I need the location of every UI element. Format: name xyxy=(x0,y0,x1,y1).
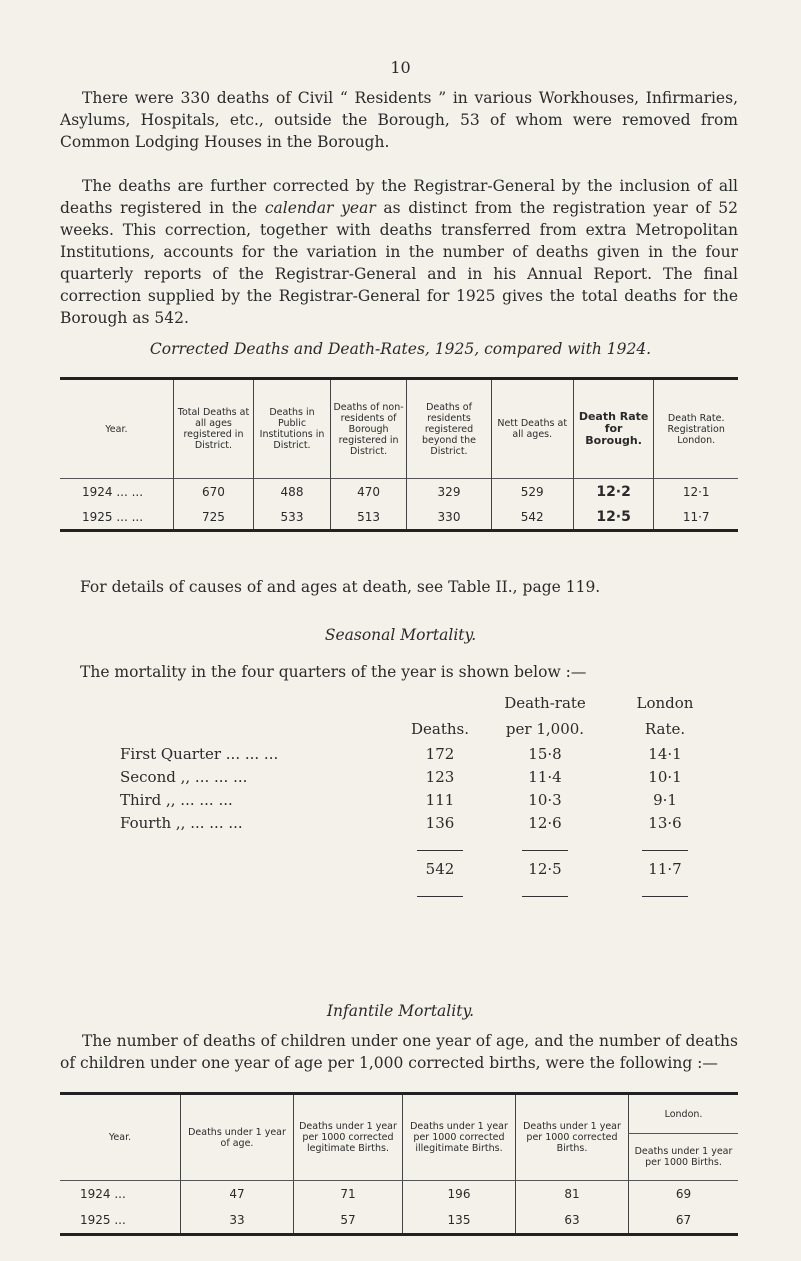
header-death-rate: Death-rate xyxy=(504,694,586,712)
seasonal-intro: The mortality in the four quarters of the year is shown below :— xyxy=(80,663,587,681)
cell-legitimate: 71 xyxy=(294,1181,403,1208)
cell-corrected: 63 xyxy=(516,1207,629,1235)
col-header-residents-beyond: Deaths of residents registered beyond the District. xyxy=(407,379,491,479)
cell-beyond: 330 xyxy=(407,504,491,531)
paragraph-residents: There were 330 deaths of Civil “ Residents ” in various Workhouses, Infirmaries, Asylums, Hospitals, etc., outside the Borough, 53 of whom were removed from Common Lodging Houses in the Borough. xyxy=(60,89,738,151)
cell-under1: 33 xyxy=(181,1207,294,1235)
details-note: For details of causes of and ages at death, see Table II., page 119. xyxy=(80,578,601,596)
cell-beyond: 329 xyxy=(407,479,491,505)
list-item xyxy=(120,788,715,811)
list-item xyxy=(120,765,715,788)
table1-title: Corrected Deaths and Death-Rates, 1925, compared with 1924. xyxy=(149,340,652,358)
cell-nonres: 470 xyxy=(330,479,407,505)
table-row xyxy=(60,479,738,505)
cell-year: 1924 ... xyxy=(80,1187,126,1201)
paragraph-corrections-part2: as distinct from the registration year of 52 weeks. This correction, together with deaths transferred from extra Metropolitan Institutions, accounts for the variation in the number of deaths given in the four quarterly reports of the Registrar-General and in his Annual Report. The final correction supplied by the Registrar-General for 1925 gives the total deaths for the Borough as 542. xyxy=(60,199,738,327)
quarter-london: 13·6 xyxy=(648,813,682,832)
col-header-london: London. xyxy=(629,1094,739,1134)
cell-nonres: 513 xyxy=(330,504,407,531)
death-rates-table xyxy=(60,377,738,532)
col-header-under1: Deaths under 1 year of age. xyxy=(181,1094,294,1181)
rule-line xyxy=(522,896,568,897)
total-rule-row xyxy=(120,880,715,903)
total-rate: 12·5 xyxy=(528,859,562,878)
table-row xyxy=(60,504,738,531)
quarter-deaths: 172 xyxy=(425,744,455,763)
quarter-london: 10·1 xyxy=(648,767,682,786)
cell-london: 12·1 xyxy=(654,479,738,505)
list-item xyxy=(120,742,715,765)
paragraph-corrections xyxy=(60,175,738,329)
total-deaths: 542 xyxy=(425,859,455,878)
seasonal-title: Seasonal Mortality. xyxy=(324,626,477,644)
rule-line xyxy=(642,850,688,851)
cell-year: 1924 ... ... xyxy=(82,484,144,499)
quarter-label: Fourth ,, ... ... ... xyxy=(120,813,243,832)
table-row xyxy=(60,1207,738,1235)
quarter-london: 14·1 xyxy=(648,744,682,763)
quarter-label: First Quarter ... ... ... xyxy=(120,744,279,763)
total-london: 11·7 xyxy=(648,859,682,878)
paragraph-corrections-part1: The deaths are further corrected by the Registrar-General by the inclusion of all deaths registered in the xyxy=(60,177,738,217)
quarter-deaths: 123 xyxy=(425,767,455,786)
cell-legitimate: 57 xyxy=(294,1207,403,1235)
total-rule-row xyxy=(120,834,715,857)
cell-year: 1925 ... ... xyxy=(82,509,144,524)
quarter-rate: 10·3 xyxy=(528,790,562,809)
col-header-public-institutions: Deaths in Public Institutions in District. xyxy=(254,379,331,479)
cell-nett: 529 xyxy=(491,479,573,505)
cell-london: 69 xyxy=(629,1181,739,1208)
col-header-corrected: Deaths under 1 year per 1000 corrected Births. xyxy=(516,1094,629,1181)
col-header-london-rate: Death Rate. Registration London. xyxy=(654,379,738,479)
cell-london: 11·7 xyxy=(654,504,738,531)
table-header-row xyxy=(60,379,738,479)
rule-line xyxy=(642,896,688,897)
seasonal-header-bottom xyxy=(120,716,715,742)
header-london: London xyxy=(636,694,694,712)
infantile-intro: The number of deaths of children under one year of age, and the number of deaths of children under one year of age per 1,000 corrected births, were the following :— xyxy=(60,1032,738,1072)
quarter-deaths: 111 xyxy=(425,790,455,809)
quarter-label: Third ,, ... ... ... xyxy=(120,790,233,809)
col-header-total-deaths: Total Deaths at all ages registered in District. xyxy=(173,379,253,479)
cell-rate: 12·5 xyxy=(573,504,654,531)
infantile-table xyxy=(60,1092,738,1236)
list-item xyxy=(120,811,715,834)
seasonal-header-top xyxy=(120,690,715,716)
table-row xyxy=(60,1181,738,1208)
header-rate: Rate. xyxy=(644,720,686,738)
quarter-deaths: 136 xyxy=(425,813,455,832)
cell-total: 670 xyxy=(173,479,253,505)
header-deaths: Deaths. xyxy=(410,720,469,738)
rule-line xyxy=(522,850,568,851)
cell-rate: 12·2 xyxy=(573,479,654,505)
cell-nett: 542 xyxy=(491,504,573,531)
seasonal-total-row xyxy=(120,857,715,880)
cell-illegitimate: 135 xyxy=(403,1207,516,1235)
quarter-rate: 15·8 xyxy=(528,744,562,763)
col-header-death-rate-borough: Death Rate for Borough. xyxy=(573,379,654,479)
quarter-rate: 12·6 xyxy=(528,813,562,832)
quarter-label: Second ,, ... ... ... xyxy=(120,767,248,786)
infantile-title: Infantile Mortality. xyxy=(326,1002,475,1020)
cell-under1: 47 xyxy=(181,1181,294,1208)
seasonal-table xyxy=(120,690,715,903)
col-header-year: Year. xyxy=(108,1132,132,1143)
col-header-year: Year. xyxy=(105,423,128,435)
page-number: 10 xyxy=(390,58,411,77)
col-header-illegitimate: Deaths under 1 year per 1000 corrected illegitimate Births. xyxy=(403,1094,516,1181)
table-header-row xyxy=(60,1094,738,1134)
col-header-nett-deaths: Nett Deaths at all ages. xyxy=(491,379,573,479)
rule-line xyxy=(417,896,463,897)
col-header-non-residents: Deaths of non-residents of Borough registered in District. xyxy=(330,379,407,479)
col-header-legitimate: Deaths under 1 year per 1000 corrected legitimate Births. xyxy=(294,1094,403,1181)
col-header-london-sub: Deaths under 1 year per 1000 Births. xyxy=(629,1134,739,1181)
paragraph-corrections-emphasis: calendar year xyxy=(264,199,376,217)
cell-london: 67 xyxy=(629,1207,739,1235)
cell-public: 488 xyxy=(254,479,331,505)
quarter-london: 9·1 xyxy=(653,790,677,809)
cell-illegitimate: 196 xyxy=(403,1181,516,1208)
cell-total: 725 xyxy=(173,504,253,531)
cell-corrected: 81 xyxy=(516,1181,629,1208)
quarter-rate: 11·4 xyxy=(528,767,562,786)
cell-public: 533 xyxy=(254,504,331,531)
rule-line xyxy=(417,850,463,851)
header-per-thousand: per 1,000. xyxy=(505,720,585,738)
cell-year: 1925 ... xyxy=(80,1213,126,1227)
